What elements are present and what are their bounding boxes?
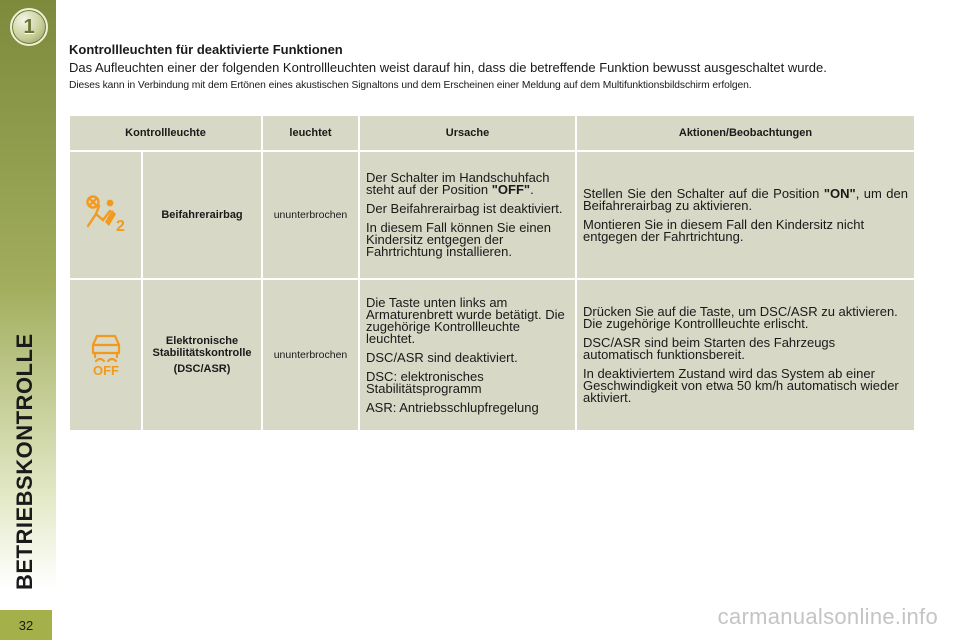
action-cell (577, 152, 914, 278)
warning-lights-table (68, 114, 916, 432)
cause-paragraph: ASR: Antriebsschlupfregelung (366, 399, 539, 415)
cause-paragraph (366, 172, 569, 196)
cause-emphasis: "OFF" (491, 182, 531, 197)
cause-paragraph: DSC/ASR sind deaktiviert. (366, 349, 518, 365)
table-header-row (70, 116, 914, 150)
section-heading: Kontrollleuchten für deaktivierte Funktionen (69, 42, 343, 57)
cause-text: Der Schalter im Handschuhfach steht auf der Position (366, 170, 550, 197)
cause-text-end: . (530, 182, 534, 197)
action-paragraph (583, 185, 908, 213)
action-text-end: , um den Beifahrerairbag zu aktivieren. (583, 185, 908, 213)
page-number-box (0, 610, 52, 640)
function-name-abbrev: (DSC/ASR) (173, 363, 231, 375)
function-name (143, 280, 261, 430)
cause-paragraph: Die Taste unten links am Armaturenbrett wurde betätigt. Die zugehörige Kontrollleuchte leuchtet. (366, 294, 565, 346)
chapter-sidebar (0, 0, 56, 640)
header-warning-light: Kontrollleuchte (70, 116, 261, 150)
function-name-line: Stabilitätskontrolle (152, 347, 252, 359)
cause-cell (360, 152, 575, 278)
action-emphasis: "ON" (823, 185, 856, 201)
action-paragraph: In deaktiviertem Zustand wird das System ab einer Geschwindigkeit von etwa 50 km/h automatisch wieder aktiviert. (583, 366, 899, 405)
action-paragraph: Montieren Sie in diesem Fall den Kindersitz nicht entgegen der Fahrtrichtung. (583, 216, 865, 244)
action-paragraph: Drücken Sie auf die Taste, um DSC/ASR zu aktivieren. Die zugehörige Kontrollleuchte erlischt. (583, 304, 898, 331)
cause-cell (360, 280, 575, 430)
action-paragraph: DSC/ASR sind beim Starten des Fahrzeugs automatisch funktionsbereit. (583, 335, 836, 362)
lit-status: ununterbrochen (263, 280, 358, 430)
passenger-airbag-off-icon (83, 194, 129, 237)
header-cause: Ursache (360, 116, 575, 150)
dsc-off-icon (86, 331, 126, 380)
table-row (70, 280, 914, 430)
chapter-badge (10, 8, 48, 46)
note-text: Dieses kann in Verbindung mit dem Ertönen eines akustischen Signaltons und dem Erscheinen einer Meldung auf dem Multifunktionsbildschirm erfolgen. (69, 80, 752, 91)
cause-paragraph: DSC: elektronisches Stabilitätsprogramm (366, 368, 484, 396)
cause-paragraph: In diesem Fall können Sie einen Kindersitz entgegen der Fahrtrichtung installieren. (366, 220, 552, 259)
action-text: Stellen Sie den Schalter auf die Position (583, 185, 824, 201)
function-name-line: Elektronische (165, 335, 239, 347)
function-name: Beifahrerairbag (143, 152, 261, 278)
intro-text: Das Aufleuchten einer der folgenden Kontrollleuchten weist darauf hin, dass die betreffende Funktion bewusst ausgeschaltet wurde. (69, 60, 827, 75)
header-lit: leuchtet (263, 116, 358, 150)
seat-number-label: 2 (115, 217, 125, 234)
lit-status: ununterbrochen (263, 152, 358, 278)
icon-cell (70, 280, 141, 430)
chapter-number: 1 (23, 15, 35, 38)
table-row (70, 152, 914, 278)
icon-cell (70, 152, 141, 278)
watermark: carmanualsonline.info (717, 604, 938, 629)
page-number: 32 (18, 617, 34, 633)
action-cell (577, 280, 914, 430)
cause-paragraph: Der Beifahrerairbag ist deaktiviert. (366, 201, 563, 216)
header-actions: Aktionen/Beobachtungen (577, 116, 914, 150)
chapter-title: BETRIEBSKONTROLLE (12, 333, 37, 590)
off-label: OFF (92, 362, 119, 377)
